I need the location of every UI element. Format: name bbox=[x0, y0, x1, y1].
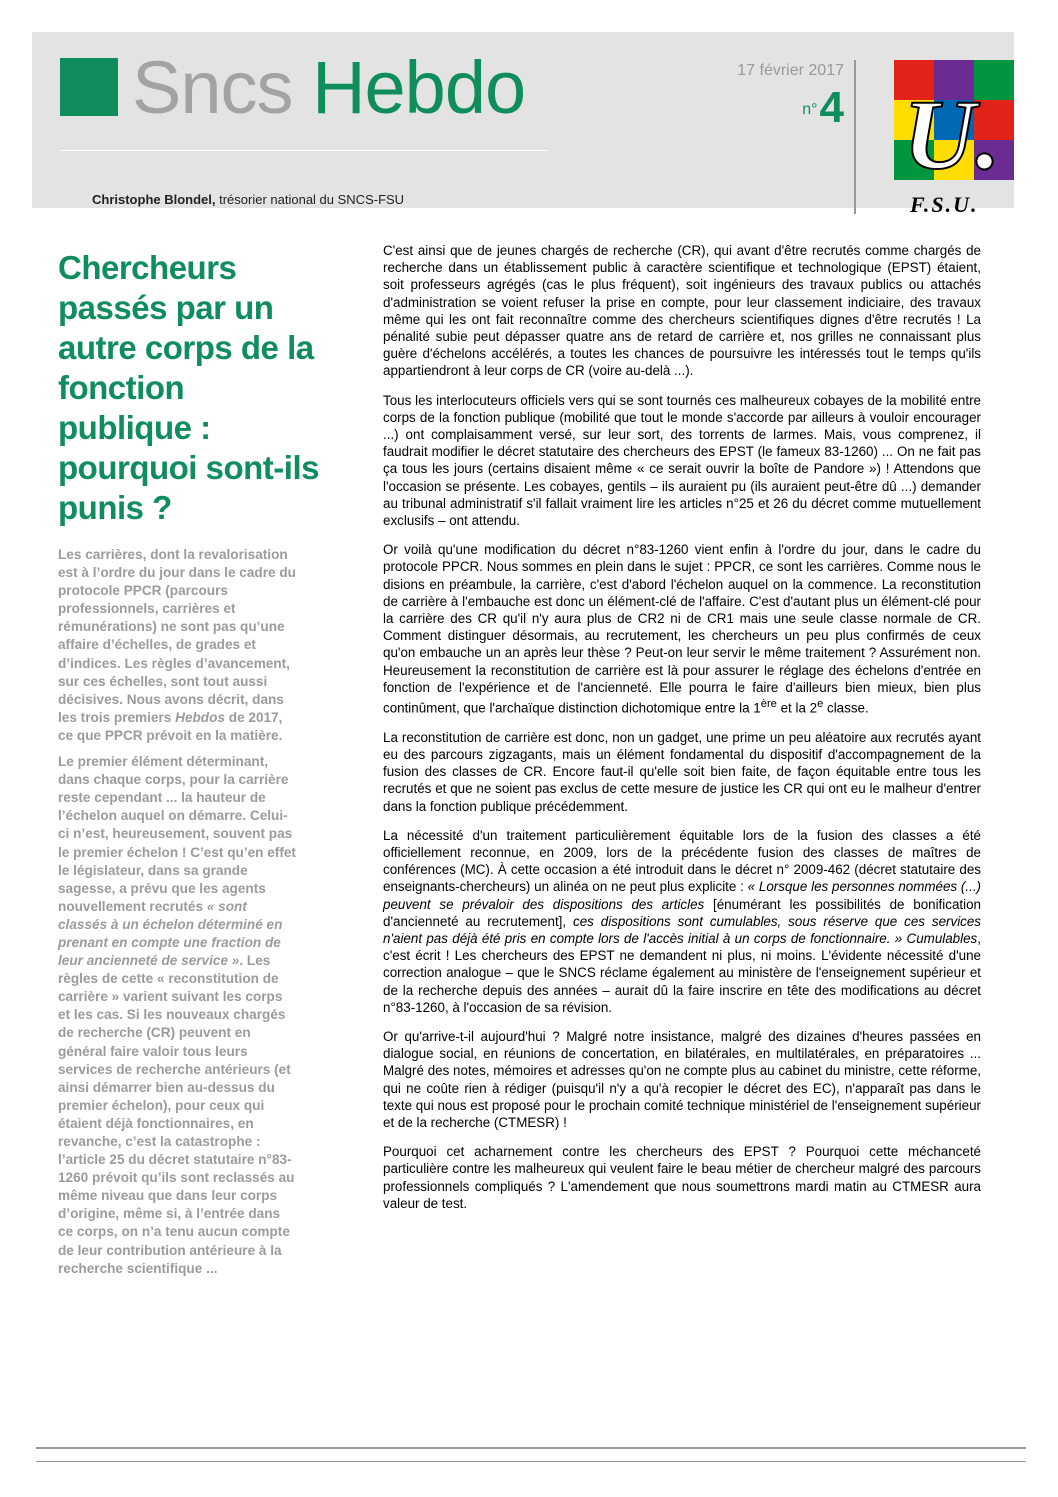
author-role: trésorier national du SNCS-FSU bbox=[215, 192, 405, 207]
sidebar-paragraph: Le premier élément déterminant, dans chaque corps, pour la carrière reste cependant ... la hauteur de l’échelon auquel on démarre. Celui-ci n’est, heureusement, souvent pas le premier échelon ! C’est qu’en effet le législateur, dans sa grande sagesse, a prévu que les agents nouvellement recrutés « sont classés à un échelon déterminé en prenant en compte une fraction de leur ancienneté de service ». Les règles de cette « reconstitution de carrière » varient suivant les corps et les cas. Si les nouveaux chargés de recherche (CR) peuvent en général faire valoir tous leurs services de recherche antérieurs (et ainsi démarrer bien au-dessus du premier échelon), pour ceux qui étaient déjà fonctionnaires, en revanche, c’est la catastrophe : l’article 25 du décret statutaire n°83-1260 prévoit qu’ils sont reclassés au même niveau que dans leur corps d’origine, même si, à l’entrée dans ce corps, on n’a tenu aucun compte de leur contribution antérieure à la recherche scientifique ... bbox=[58, 754, 296, 1276]
issue-number-value: 4 bbox=[819, 83, 844, 132]
article-body bbox=[383, 242, 981, 1224]
body-paragraph: La nécessité d'un traitement particulièrement équitable lors de la fusion des classes a été officiellement reconnue, en 2009, lors de la précédente fusion des classes de maîtres de conférences (MC). À cette occasion a été introduit dans le décret n° 2009-462 (décret statutaire des enseignants-chercheurs) un alinéa on ne peut plus explicite : « Lorsque les personnes nommées (...) peuvent se prévaloir des dispositions des articles [énumérant les possibilités de bonification d'ancienneté au recrutement], ces dispositions sont cumulables, sous réserve que ces services n'aient pas déjà été pris en compte lors de l'accès initial à un corps de fonctionnaire. » Cumulables, c'est écrit ! Les chercheurs des EPST ne demandent ni plus, ni moins. L'évidente nécessité d'une correction analogue – que le SNCS réclame également au ministère de l'enseignement supérieur et de la recherche depuis des années – aurait dû la faire inscrire en tête des modifications au décret n°83-1260, à l'occasion de sa révision. bbox=[383, 827, 982, 1015]
body-paragraph: Or qu'arrive-t-il aujourd'hui ? Malgré notre insistance, malgré des dizaines d'heures passées en dialogue social, en réunions de concertation, en bilatérales, en multilatérales, en préparatoires ... Malgré des notes, mémoires et adresses qu'on ne compte plus au cabinet du ministre, cette réforme, qui ne coûte rien à rédiger (puisqu'il n'y a qu'à recopier le décret des EC), n'apparaît pas dans le texte qui nous est proposé pour le prochain comité technique ministériel de l'enseignement supérieur et de la recherche (CTMESR) ! bbox=[383, 1029, 981, 1131]
issue-date: 17 février 2017 bbox=[737, 62, 844, 79]
article-headline: Chercheurs passés par un autre corps de la fonction publique : pourquoi sont-ils punis ? bbox=[58, 249, 319, 526]
masthead bbox=[32, 32, 1014, 217]
title-word-hebdo: Hebdo bbox=[312, 46, 526, 129]
body-paragraph: La reconstitution de carrière est donc, non un gadget, une prime un peu aléatoire aux recrutés ayant eu des parcours zigzagants, mais un élément fondamental du dispositif d'accompagnement de la fusion des classes de CR. Encore faut-il qu'elle soit bien faite, de façon équitable entre tous les recrutés et que ne soient pas exclus de cette mesure de justice les CR qui ont eu le malheur d'entrer dans la fonction publique précédemment. bbox=[383, 729, 981, 814]
title-word-sncs: Sncs bbox=[132, 46, 293, 129]
sidebar-paragraph: Les carrières, dont la revalorisation est à l’ordre du jour dans le cadre du protocole PPCR (parcours professionnels, carrières et rémunérations) ne sont pas qu’une affaire d’échelles, de grades et d’indices. Les règles d’avancement, sur ces échelles, sont tout aussi décisives. Nous avons décrit, dans les trois premiers Hebdos de 2017, ce que PPCR prévoit en la matière. bbox=[58, 547, 296, 743]
body-paragraph: Pourquoi cet acharnement contre les chercheurs des EPST ? Pourquoi cette méchanceté particulière contre les malheureux qui veulent faire le beau métier de chercheur malgré des parcours professionnels compliqués ? L'amendement que nous soumettrons mardi matin au CTMESR aura valeur de test. bbox=[383, 1144, 981, 1211]
logo-letter: U. bbox=[903, 79, 1001, 190]
header-vertical-rule bbox=[854, 60, 856, 214]
body-paragraph: C'est ainsi que de jeunes chargés de recherche (CR), qui avant d'être recrutés comme chargés de recherche dans un établissement public à caractère scientifique et technologique (EPST) étaient, soit professeurs agrégés (cas le plus fréquent), soit ingénieurs des travaux publics ou attachés d'administration se voient refuser la prise en compte, pour leur classement indiciaire, des travaux même qui les ont fait reconnaître comme des chercheurs scientifiques dignes d'être recrutés ! La pénalité subie peut dépasser quatre ans de retard de carrière et, nos grilles ne connaissant plus guère d'échelons accélérés, a toutes les chances de poursuivre les intéressés tout le temps qu'ils appartiendront à leur corps de CR (voire au-delà ...). bbox=[383, 243, 981, 379]
fsu-logo-text: F.S.U. bbox=[910, 192, 979, 217]
footer-rule bbox=[36, 1447, 1026, 1449]
brand-square-icon bbox=[60, 58, 118, 116]
issue-number bbox=[772, 82, 844, 134]
article-sidebar bbox=[58, 546, 298, 1286]
author-line bbox=[92, 192, 404, 207]
footer-rule-thin bbox=[36, 1461, 1026, 1462]
issue-number-label: n° bbox=[802, 101, 818, 118]
body-paragraph: Or voilà qu'une modification du décret n°83-1260 vient enfin à l'ordre du jour, dans le cadre du protocole PPCR. Nous sommes en plein dans le sujet : PPCR, ce sont les carrières. Comme nous le disions en préambule, la carrière, c'est d'abord l'échelon auquel on la commence. La reconstitution de carrière à l'embauche est donc un élément-clé de l'affaire. C'est d'autant plus un élément-clé pour la carrière des CR qu'il n'y aura plus de CR2 ni de CR1 mais une seule classe normale de CR. Comment distinguer désormais, au recrutement, les chercheurs un peu plus confirmés de ceux qu'on embauche un an après leur thèse ? Peut-on leur servir le même traitement ? Assurément non. Heureusement la reconstitution de carrière est là pour assurer le réglage des échelons d'entrée en fonction de l'expérience et de l'ancienneté. Elle pourra le faire d'ailleurs bien mieux, bien plus continûment, que l'archaïque distinction dichotomique entre la 1ère et la 2e classe. bbox=[383, 542, 981, 716]
publication-title bbox=[132, 46, 525, 130]
fsu-logo-icon bbox=[894, 60, 1014, 210]
body-paragraph: Tous les interlocuteurs officiels vers qui se sont tournés ces malheureux cobayes de la mobilité entre corps de la fonction publique (mobilité que tout le monde s'accorde par ailleurs à vouloir encourager ...) ont complaisamment versé, sur leur sort, des torrents de larmes. Mais, vous comprenez, il faudrait modifier le décret statutaire des chercheurs des EPST (le fameux 83-1260) ... On ne fait pas ça tous les jours (certains disaient même « ce serait ouvrir la boîte de Pandore ») ! Attendons que l'occasion se présente. Les cobayes, gentils – ils auraient pu (ils auraient peut-être dû ...) demander au tribunal administratif s'il fallait vraiment lire les articles n°25 et 26 du décret comme mutuellement exclusifs – ont attendu. bbox=[383, 392, 981, 529]
header-divider bbox=[60, 150, 548, 151]
author-name: Christophe Blondel, bbox=[92, 192, 216, 207]
